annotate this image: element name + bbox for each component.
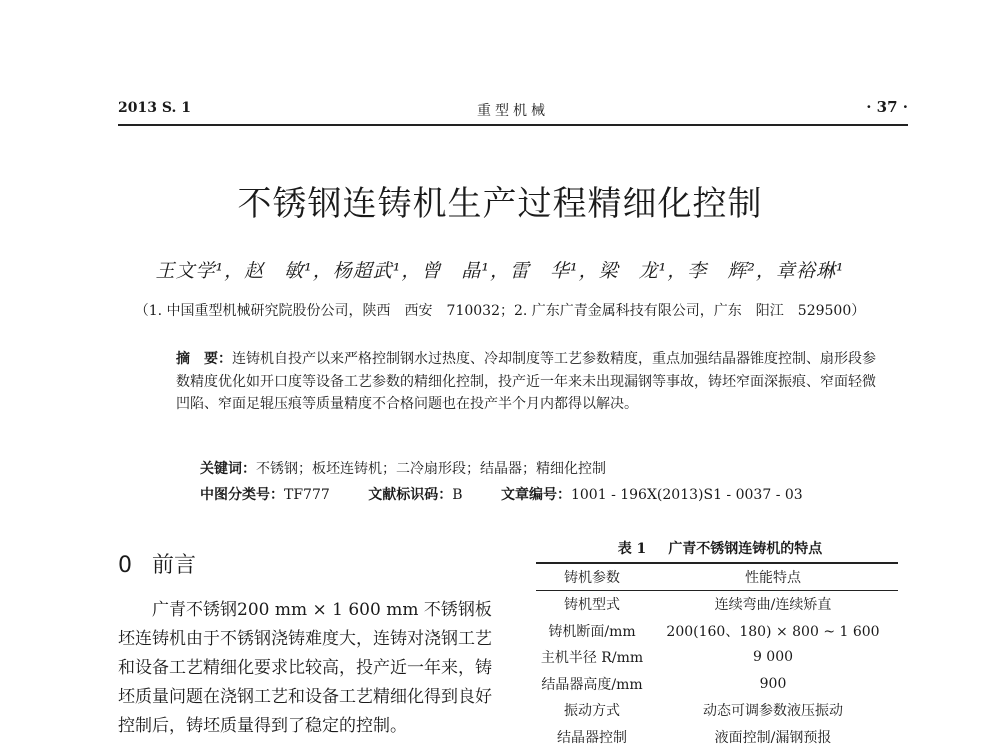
journal-name: 重型机械 bbox=[118, 100, 908, 120]
table-header-cell: 性能特点 bbox=[648, 563, 898, 591]
table-cell-feature: 连续弯曲/连续矫直 bbox=[648, 591, 898, 618]
running-header bbox=[118, 96, 908, 122]
table-cell-param: 铸机型式 bbox=[536, 591, 648, 618]
affiliations: （1. 中国重型机械研究院股份公司，陕西 西安 710032；2. 广东广青金属科技有限公司，广东 阳江 529500） bbox=[0, 300, 1000, 320]
features-table bbox=[536, 562, 898, 750]
section-number: 0 bbox=[118, 553, 132, 578]
table-cell-feature: 900 bbox=[648, 671, 898, 698]
table-cell-feature: 200(160、180) × 800 ~ 1 600 bbox=[648, 618, 898, 645]
table-row bbox=[536, 618, 898, 645]
classification-line bbox=[200, 484, 820, 504]
table-cell-param: 主机半径 R/mm bbox=[536, 644, 648, 671]
table-number: 表 1 bbox=[618, 541, 647, 557]
table-row bbox=[536, 671, 898, 698]
table-row bbox=[536, 697, 898, 724]
body-text bbox=[118, 596, 508, 741]
doc-code-value: B bbox=[452, 487, 462, 503]
table-cell-param: 结晶器高度/mm bbox=[536, 671, 648, 698]
abstract bbox=[176, 348, 876, 416]
clc-label: 中图分类号： bbox=[200, 487, 284, 503]
table-caption-text: 广青不锈钢连铸机的特点 bbox=[668, 541, 822, 557]
abstract-label: 摘 要： bbox=[176, 351, 232, 367]
table-header-row bbox=[536, 563, 898, 591]
intro-paragraph: 广青不锈钢200 mm × 1 600 mm 不锈钢板坯连铸机由于不锈钢浇铸难度大，连铸对浇钢工艺和设备工艺精细化要求比较高，投产近一年来，铸坯质量问题在浇钢工艺和设备工艺精细化得到良好控制后，铸坯质量得到了稳定的控制。 bbox=[118, 596, 508, 741]
table-cell-param: 振动方式 bbox=[536, 697, 648, 724]
table-caption bbox=[540, 538, 900, 558]
table-row bbox=[536, 591, 898, 618]
table-cell-feature: 9 000 bbox=[648, 644, 898, 671]
table-cell-param: 铸机断面/mm bbox=[536, 618, 648, 645]
keywords-label: 关键词： bbox=[200, 461, 256, 477]
article-number-value: 1001 - 196X(2013)S1 - 0037 - 03 bbox=[571, 487, 803, 503]
header-rule bbox=[118, 124, 908, 126]
table-header-cell: 铸机参数 bbox=[536, 563, 648, 591]
keywords-text: 不锈钢；板坯连铸机；二冷扇形段；结晶器；精细化控制 bbox=[256, 461, 606, 477]
article-number-label: 文章编号： bbox=[501, 487, 571, 503]
table-cell-feature: 动态可调参数液压振动 bbox=[648, 697, 898, 724]
table-cell-feature: 液面控制/漏钢预报 bbox=[648, 724, 898, 750]
table-row bbox=[536, 724, 898, 750]
keywords bbox=[200, 458, 606, 478]
author-list: 王文学¹，赵 敏¹，杨超武¹，曾 晶¹，雷 华¹，梁 龙¹，李 辉²，章裕琳¹ bbox=[0, 256, 1000, 283]
table-cell-param: 结晶器控制 bbox=[536, 724, 648, 750]
section-title: 前言 bbox=[152, 553, 196, 578]
section-heading bbox=[118, 548, 196, 579]
clc-value: TF777 bbox=[284, 487, 330, 503]
issue-label: 2013 S. 1 bbox=[118, 100, 191, 116]
abstract-text: 连铸机自投产以来严格控制钢水过热度、冷却制度等工艺参数精度，重点加强结晶器锥度控制、扇形段参数精度优化如开口度等设备工艺参数的精细化控制，投产近一年来未出现漏钢等事故，铸坯窄面深振痕、窄面轻微凹陷、窄面足辊压痕等质量精度不合格问题也在投产半个月内都得以解决。 bbox=[176, 351, 876, 412]
page-number: · 37 · bbox=[866, 98, 908, 116]
paper-title: 不锈钢连铸机生产过程精细化控制 bbox=[0, 176, 1000, 225]
doc-code-label: 文献标识码： bbox=[368, 487, 452, 503]
table-row bbox=[536, 644, 898, 671]
